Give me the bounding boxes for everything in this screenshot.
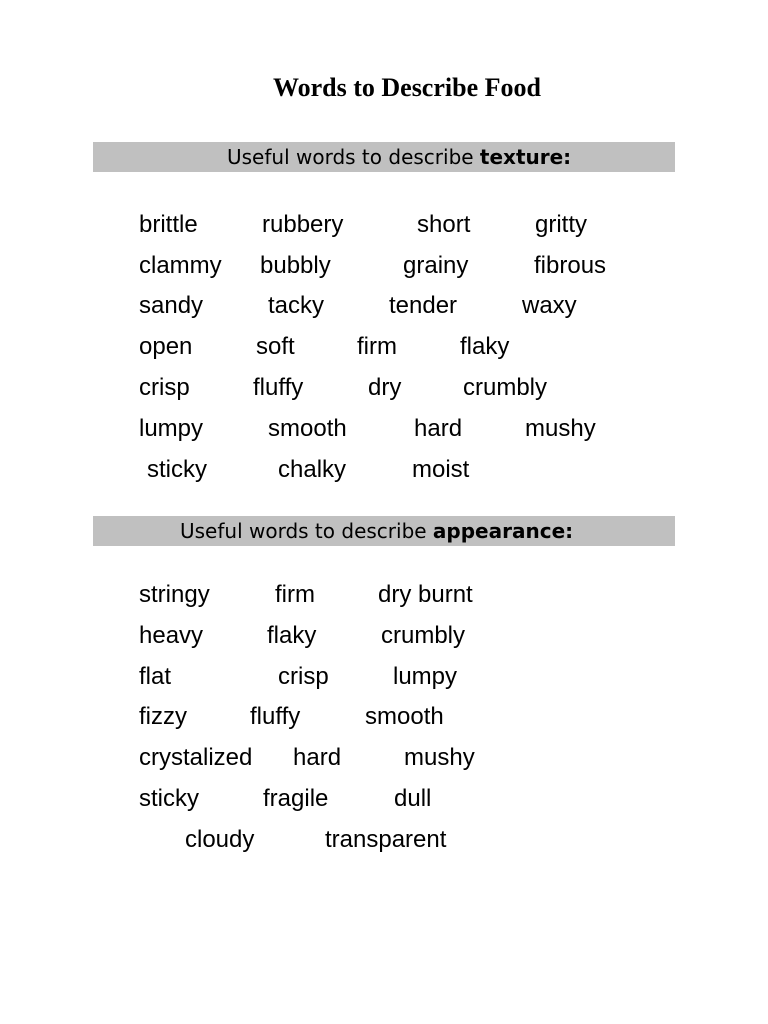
- appearance-heading-bold: appearance:: [432, 519, 574, 543]
- texture-word: lumpy: [139, 415, 204, 442]
- texture-word: dry: [368, 374, 402, 401]
- texture-word: crisp: [139, 374, 190, 401]
- appearance-word: sticky: [139, 785, 199, 812]
- texture-word: tender: [389, 292, 458, 319]
- appearance-word: mushy: [404, 744, 475, 771]
- texture-word: hard: [414, 415, 463, 442]
- texture-word: flaky: [460, 333, 510, 360]
- appearance-word: dull: [394, 785, 432, 812]
- texture-word: moist: [412, 456, 470, 483]
- texture-word: grainy: [403, 252, 469, 279]
- texture-heading-text: [227, 142, 571, 172]
- texture-word: soft: [256, 333, 295, 360]
- texture-heading-bold: texture:: [479, 145, 572, 169]
- texture-word: clammy: [139, 252, 222, 279]
- texture-word: sandy: [139, 292, 204, 319]
- appearance-word: stringy: [139, 581, 210, 608]
- texture-word: chalky: [278, 456, 347, 483]
- appearance-word: lumpy: [393, 663, 458, 690]
- appearance-heading-lead: Useful words to describe: [180, 519, 433, 543]
- texture-heading-lead: Useful words to describe: [227, 145, 480, 169]
- appearance-word: hard: [293, 744, 342, 771]
- appearance-word: heavy: [139, 622, 204, 649]
- texture-word: firm: [357, 333, 397, 360]
- appearance-word: fluffy: [250, 703, 301, 730]
- appearance-word: fizzy: [139, 703, 187, 730]
- texture-word: crumbly: [463, 374, 548, 401]
- texture-word: rubbery: [262, 211, 344, 238]
- appearance-word: crisp: [278, 663, 329, 690]
- appearance-word: transparent: [325, 826, 447, 853]
- texture-word: fluffy: [253, 374, 304, 401]
- appearance-word: crumbly: [381, 622, 466, 649]
- texture-word: tacky: [268, 292, 325, 319]
- appearance-word: dry: [378, 581, 412, 608]
- page-title: Words to Describe Food: [273, 73, 541, 102]
- appearance-word: firm: [275, 581, 315, 608]
- texture-heading: [93, 142, 675, 172]
- appearance-word: flaky: [267, 622, 317, 649]
- texture-word: smooth: [268, 415, 347, 442]
- texture-word: sticky: [147, 456, 207, 483]
- texture-word: brittle: [139, 211, 198, 238]
- appearance-word: smooth: [365, 703, 444, 730]
- appearance-word: flat: [139, 663, 172, 690]
- appearance-word: crystalized: [139, 744, 253, 771]
- texture-word: waxy: [522, 292, 577, 319]
- appearance-word: burnt: [418, 581, 473, 608]
- texture-word: bubbly: [260, 252, 331, 279]
- appearance-heading: [93, 516, 675, 546]
- texture-word: open: [139, 333, 193, 360]
- appearance-heading-text: [180, 516, 573, 546]
- texture-word: fibrous: [534, 252, 607, 279]
- texture-word: short: [417, 211, 471, 238]
- appearance-word: cloudy: [185, 826, 255, 853]
- texture-word: mushy: [525, 415, 596, 442]
- appearance-word: fragile: [263, 785, 329, 812]
- texture-word: gritty: [535, 211, 588, 238]
